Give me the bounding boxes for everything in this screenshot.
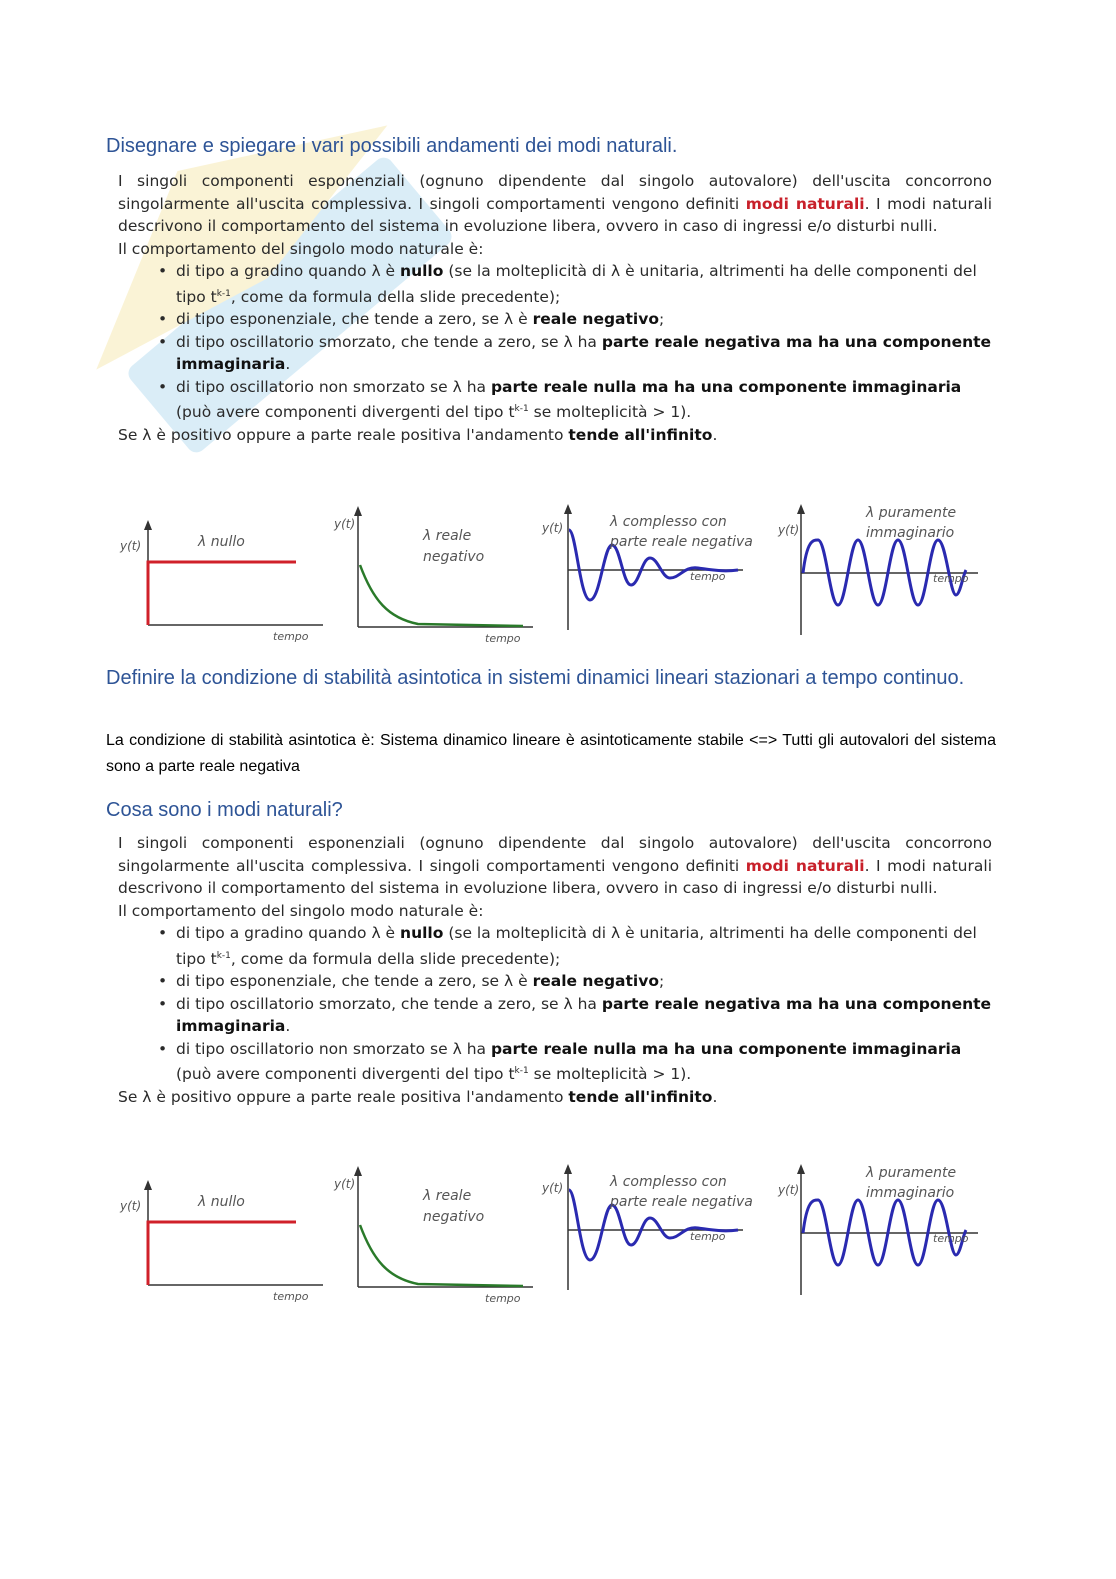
graph-label: immaginario — [866, 525, 955, 541]
slide-excerpt-modi-naturali — [118, 170, 998, 446]
x-axis-label: tempo — [690, 1230, 726, 1243]
list-item: • di tipo a gradino quando λ è nullo (se la molteplicità di λ è unitaria, altrimenti ha delle componenti del tipo $t^{k-1}$, come da formula della slide precedente); — [158, 922, 998, 970]
graph-step — [119, 520, 323, 643]
graph-damped-oscillation — [541, 504, 753, 630]
graph-label: parte reale negativa — [610, 1194, 753, 1210]
x-axis-label: tempo — [933, 572, 969, 585]
y-axis-label: y(t) — [120, 1199, 142, 1213]
y-axis-label: y(t) — [334, 1177, 356, 1191]
list-item: • di tipo a gradino quando λ è nullo (se la molteplicità di λ è unitaria, altrimenti ha delle componenti del tipo $t^{k-1}$, come da formula della slide precedente); — [158, 260, 998, 308]
question-heading-stabilita: Definire la condizione di stabilità asintotica in sistemi dinamici lineari stazionari a tempo continuo. — [106, 667, 965, 689]
graph-label: λ puramente — [866, 1165, 957, 1181]
slide-bullet-list — [118, 922, 998, 1086]
slide-outro: Se λ è positivo oppure a parte reale positiva l'andamento tende all'infinito. — [118, 425, 718, 444]
modes-graphs — [118, 500, 988, 650]
x-axis-label: tempo — [485, 632, 521, 645]
graph-label: λ nullo — [198, 534, 245, 550]
graph-label: λ reale — [423, 528, 472, 544]
list-item: • di tipo oscillatorio non smorzato se λ ha parte reale nulla ma ha una componente immaginaria (può avere componenti divergenti del tipo $t^{k-1}$ se molteplicità > 1). — [158, 376, 998, 424]
list-item: • di tipo esponenziale, che tende a zero, se λ è reale negativo; — [158, 308, 998, 331]
x-axis-label: tempo — [273, 1290, 309, 1303]
question-heading-cosa-sono: Cosa sono i modi naturali? — [106, 799, 343, 821]
graph-damped-oscillation — [541, 1164, 753, 1290]
slide-excerpt-modi-naturali-repeat — [118, 832, 998, 1108]
modes-graphs-repeat — [118, 1160, 988, 1310]
y-axis-label: y(t) — [120, 539, 142, 553]
graph-pure-oscillation — [777, 1164, 978, 1295]
list-item: • di tipo oscillatorio non smorzato se λ ha parte reale nulla ma ha una componente immaginaria (può avere componenti divergenti del tipo $t^{k-1}$ se molteplicità > 1). — [158, 1038, 998, 1086]
answer-stabilita: La condizione di stabilità asintotica è: Sistema dinamico lineare è asintoticamente stabile <=> Tutti gli autovalori del sistema sono a parte reale negativa — [106, 732, 996, 775]
graph-label: negativo — [423, 549, 485, 565]
list-item: • di tipo oscillatorio smorzato, che tende a zero, se λ ha parte reale negativa ma ha una componente immaginaria. — [158, 993, 998, 1038]
slide-bullet-list — [118, 260, 998, 424]
graph-step — [119, 1180, 323, 1303]
list-item: • di tipo esponenziale, che tende a zero, se λ è reale negativo; — [158, 970, 998, 993]
x-axis-label: tempo — [273, 630, 309, 643]
graph-pure-oscillation — [777, 504, 978, 635]
y-axis-label: y(t) — [778, 523, 800, 537]
slide-intro: I singoli componenti esponenziali (ognuno dipendente dal singolo autovalore) dell'uscita concorrono singolarmente all'uscita complessiva. I singoli comportamenti vengono definiti modi naturali. I modi naturali descrivono il comportamento del sistema in evoluzione libera, ovvero in caso di ingressi e/o disturbi nulli. — [118, 834, 992, 897]
slide-lead: Il comportamento del singolo modo naturale è: — [118, 901, 484, 920]
slide-intro: I singoli componenti esponenziali (ognuno dipendente dal singolo autovalore) dell'uscita concorrono singolarmente all'uscita complessiva. I singoli comportamenti vengono definiti modi naturali. I modi naturali descrivono il comportamento del sistema in evoluzione libera, ovvero in caso di ingressi e/o disturbi nulli. — [118, 172, 992, 235]
slide-lead: Il comportamento del singolo modo naturale è: — [118, 239, 484, 258]
graph-label: λ complesso con — [610, 1174, 727, 1190]
graph-label: parte reale negativa — [610, 534, 753, 550]
graph-label: λ complesso con — [610, 514, 727, 530]
x-axis-label: tempo — [933, 1232, 969, 1245]
graph-label: negativo — [423, 1209, 485, 1225]
graph-label: λ reale — [423, 1188, 472, 1204]
graph-label: λ puramente — [866, 505, 957, 521]
y-axis-label: y(t) — [778, 1183, 800, 1197]
graph-exponential — [333, 506, 533, 645]
x-axis-label: tempo — [485, 1292, 521, 1305]
graph-label: λ nullo — [198, 1194, 245, 1210]
graph-label: immaginario — [866, 1185, 955, 1201]
slide-outro: Se λ è positivo oppure a parte reale positiva l'andamento tende all'infinito. — [118, 1087, 718, 1106]
graph-exponential — [333, 1166, 533, 1305]
y-axis-label: y(t) — [542, 521, 564, 535]
x-axis-label: tempo — [690, 570, 726, 583]
y-axis-label: y(t) — [334, 517, 356, 531]
list-item: • di tipo oscillatorio smorzato, che tende a zero, se λ ha parte reale negativa ma ha una componente immaginaria. — [158, 331, 998, 376]
y-axis-label: y(t) — [542, 1181, 564, 1195]
question-heading-modi-andamenti: Disegnare e spiegare i vari possibili andamenti dei modi naturali. — [106, 135, 678, 157]
